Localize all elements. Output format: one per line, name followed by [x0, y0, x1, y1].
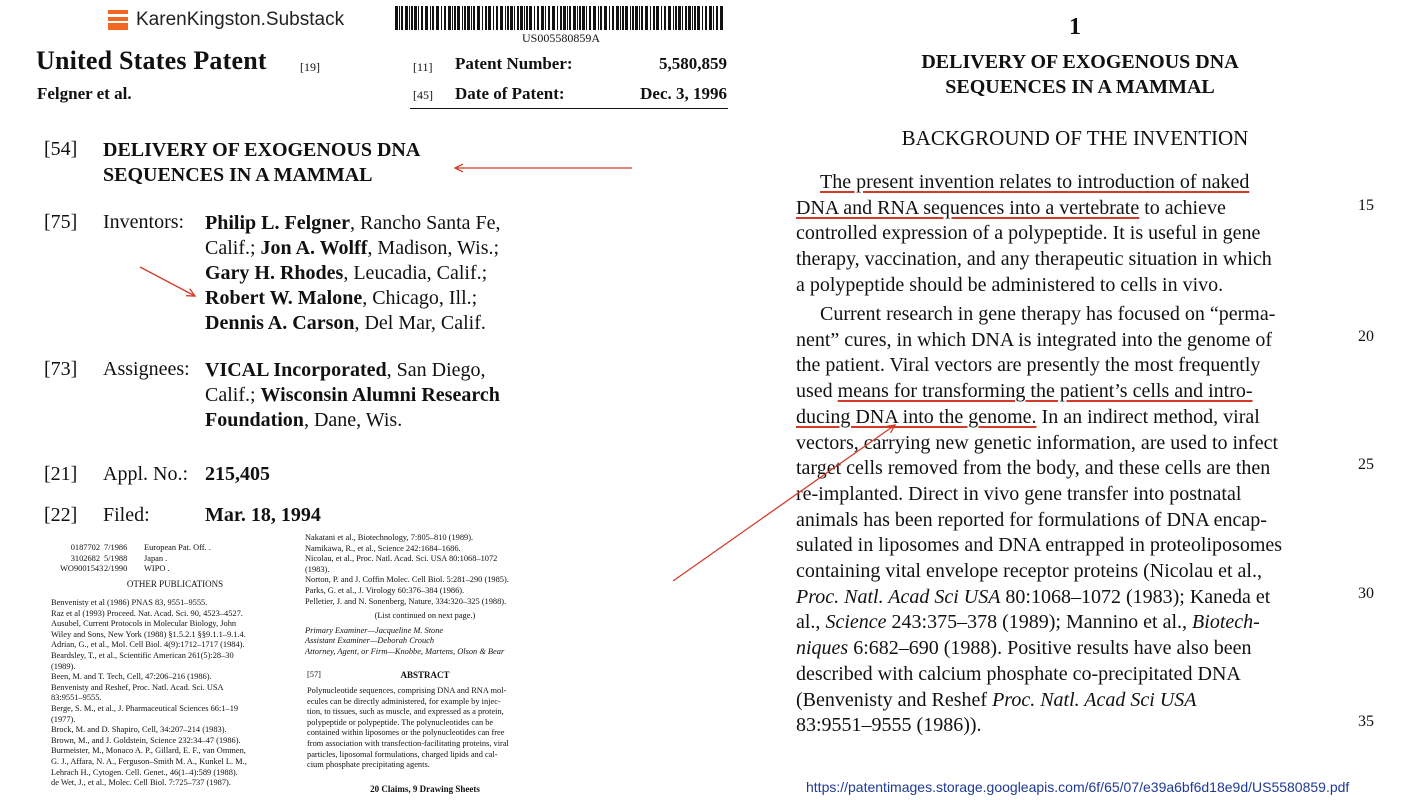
title-line-2: SEQUENCES IN A MAMMAL: [103, 164, 373, 186]
abstract-line: particles, liposomal formulations, charged lipids and cal-: [307, 749, 498, 759]
reference-line: Lehrach H., Cytogen. Cell. Genet., 46(1–4):589 (1988).: [51, 767, 238, 777]
body-text-line: described with calcium phosphate co-precipitated DNA: [796, 662, 1241, 685]
foreign-doc-row: WO9001543 2/1990 WIPO .: [60, 564, 170, 574]
assignees-list: [205, 358, 550, 433]
patent-number: 5,580,859: [659, 54, 727, 73]
line-number: 30: [1358, 585, 1374, 602]
abstract-line: ecules can be directly administered, for example by injec-: [307, 696, 501, 706]
filed-label: Filed:: [103, 504, 150, 526]
background-heading: BACKGROUND OF THE INVENTION: [901, 126, 1249, 150]
reference-line: 83:9551–9555.: [51, 693, 102, 703]
foreign-doc-row: 0187702 7/1986 European Pat. Off. .: [70, 543, 211, 552]
abstract-line: from association with transfection-facilitating proteins, viral: [307, 738, 509, 748]
body-text-line: containing vital envelope receptor proteins (Nicolau et al.,: [796, 560, 1262, 583]
abstract-line: polypeptide or polypeptide. The polynucleotides can be: [307, 717, 494, 727]
abstract-line: Polynucleotide sequences, comprising DNA and RNA mol-: [307, 686, 507, 695]
header-divider: [410, 108, 728, 109]
reference-line: Parks, G. et al., J. Virology 60:376–384 (1986).: [305, 585, 465, 595]
title-line-1: DELIVERY OF EXOGENOUS DNA: [103, 139, 421, 161]
paragraph-1: [796, 170, 1348, 299]
barcode-icon: [395, 6, 727, 30]
field-75: [75]: [44, 211, 78, 233]
brand-name: KarenKingston.Substack: [136, 9, 345, 30]
assignees-label: Assignees:: [103, 358, 190, 380]
patent-heading: United States Patent: [36, 46, 267, 75]
assistant-examiner: Assistant Examiner—Deborah Crouch: [305, 636, 435, 646]
body-text-line: target cells removed from the body, and these cells are then: [796, 457, 1271, 480]
abstract-code: [57]: [307, 670, 321, 679]
body-text-line: the patient. Viral vectors are presently the most frequently: [796, 354, 1261, 377]
body-text-line: re-implanted. Direct in vivo gene transfer into postnatal: [796, 482, 1242, 505]
filed-date: Mar. 18, 1994: [205, 504, 321, 526]
code-45: [45]: [413, 88, 433, 102]
body-text-line: used means for transforming the patient’s cells and intro-: [796, 380, 1253, 403]
abstract-text: [307, 686, 543, 771]
abstract-line: cium phosphate precipitating agents.: [307, 760, 430, 770]
reference-line: Burmeister, M., Monaco A. P., Gillard, E. F., van Ommen,: [51, 746, 246, 756]
reference-line: (1989).: [51, 661, 76, 671]
inventor-line: Dennis A. Carson, Del Mar, Calif.: [205, 312, 486, 334]
field-54: [54]: [44, 138, 78, 160]
body-text-line: nent” cures, in which DNA is integrated into the genome of: [796, 328, 1272, 351]
body-text-line: animals has been reported for formulations of DNA encap-: [796, 508, 1267, 531]
reference-line: Pelletier, J. and N. Sonenberg, Nature, 334:320–325 (1988).: [305, 596, 507, 606]
list-continued: (List continued on next page.): [374, 611, 476, 621]
reference-line: Nicolau, et al., Proc. Natl. Acad. Sci. USA 80:1068–1072: [305, 554, 498, 564]
inventor-line: Calif.; Jon A. Wolff, Madison, Wis.;: [205, 237, 500, 259]
line-number: 25: [1358, 456, 1374, 473]
line-number: 15: [1358, 197, 1374, 214]
code-11: [11]: [413, 60, 433, 74]
abstract-line: tion, to tissues, such as muscle, and expressed as a protein,: [307, 707, 504, 717]
reference-line: Been, M. and T. Tech, Cell, 47:206–216 (1986).: [51, 672, 212, 682]
field-73: [73]: [44, 358, 78, 380]
body-text-line: controlled expression of a polypeptide. It is useful in gene: [796, 222, 1261, 245]
paragraph-2: [796, 302, 1348, 739]
arrow-head: [186, 289, 195, 296]
patent-title: [103, 138, 483, 188]
body-text-line: al., Science 243:375–378 (1989); Mannino et al., Biotech-: [796, 611, 1260, 634]
line-number: 35: [1358, 713, 1374, 730]
body-text-line: vectors, carrying new genetic information, are used to infect: [796, 431, 1279, 454]
field-22: [22]: [44, 504, 78, 526]
inventors-list: [205, 211, 550, 336]
inventor-line: Gary H. Rhodes, Leucadia, Calif.;: [205, 262, 488, 284]
field-21: [21]: [44, 463, 78, 485]
barcode-number: US005580859A: [521, 31, 600, 45]
appl-label: Appl. No.:: [103, 463, 188, 485]
reference-line: Benvenisty et al (1986) PNAS 83, 9551–9555.: [51, 598, 208, 607]
spec-title-line-1: DELIVERY OF EXOGENOUS DNA: [921, 51, 1239, 73]
annotation-arrow: [140, 267, 195, 296]
other-publications-heading: OTHER PUBLICATIONS: [126, 579, 224, 589]
body-text-line: Proc. Natl. Acad Sci USA 80:1068–1072 (1983); Kaneda et: [796, 585, 1271, 608]
appl-number: 215,405: [205, 463, 270, 485]
reference-line: Namikawa, R., et al., Science 242:1684–1686.: [305, 543, 461, 553]
inventor-line: Philip L. Felgner, Rancho Santa Fe,: [205, 212, 501, 234]
reference-line: Ausubel, Current Protocols in Molecular Biology, John: [51, 619, 237, 629]
reference-line: Brown, M., and J. Goldstein, Science 232:34–47 (1986).: [51, 735, 241, 745]
attorney: Attorney, Agent, or Firm—Knobbe, Martens, Olson & Bear: [305, 646, 505, 656]
reference-line: Norton, P. and J. Coffin Molec. Cell Biol. 5:281–290 (1985).: [305, 575, 509, 585]
inventors-label: Inventors:: [103, 211, 185, 233]
code-19: [19]: [300, 60, 320, 74]
source-url-link[interactable]: https://patentimages.storage.googleapis.com/6f/65/07/e39a6bf6d18e9d/US5580859.pdf: [806, 779, 1350, 795]
line-number: 20: [1358, 328, 1374, 345]
references-right: [305, 533, 545, 658]
abstract-heading: ABSTRACT: [400, 670, 450, 680]
reference-line: Wiley and Sons, New York (1988) §1.5.2.1 §§9.1.1–9.1.4.: [51, 629, 246, 639]
foreign-patent-docs: [60, 543, 290, 575]
assignee-line: VICAL Incorporated, San Diego,: [205, 359, 486, 381]
assignee-line: Calif.; Wisconsin Alumni Research: [205, 384, 500, 406]
body-text-line: The present invention relates to introduction of naked: [820, 171, 1250, 193]
substack-brand: [108, 8, 344, 32]
body-text-line: 83:9551–9555 (1986)).: [796, 714, 982, 737]
inventor-line: Robert W. Malone, Chicago, Ill.;: [205, 287, 478, 309]
substack-logo-icon: [108, 10, 128, 30]
reference-line: Brock, M. and D. Shapiro, Cell, 34:207–214 (1983).: [51, 725, 227, 735]
body-text-line: a polypeptide should be administered to cells in vivo.: [796, 273, 1224, 296]
body-text-line: therapy, vaccination, and any therapeutic situation in which: [796, 248, 1272, 271]
patent-number-label: Patent Number:: [455, 54, 573, 73]
body-text-line: ducing DNA into the genome. In an indirect method, viral: [796, 405, 1260, 428]
references-left: [51, 598, 291, 789]
reference-line: Benvenisty and Reshef, Proc. Natl. Acad. Sci. USA: [51, 682, 224, 692]
body-text-line: niques 6:682–690 (1988). Positive results have also been: [796, 637, 1252, 660]
date-label: Date of Patent:: [455, 84, 565, 103]
reference-line: Berge, S. M., et al., J. Pharmaceutical Sciences 66:1–19: [51, 703, 239, 713]
reference-line: (1977).: [51, 714, 76, 724]
body-text-line: DNA and RNA sequences into a vertebrate to achieve: [796, 196, 1226, 219]
body-text-line: Current research in gene therapy has focused on “perma-: [820, 303, 1276, 325]
spec-title: [870, 50, 1290, 100]
inventor-short: Felgner et al.: [37, 84, 132, 103]
body-text-line: (Benvenisty and Reshef Proc. Natl. Acad Sci USA: [796, 688, 1197, 711]
reference-line: (1983).: [305, 564, 330, 574]
claims-count: 20 Claims, 9 Drawing Sheets: [370, 784, 480, 794]
reference-line: Beardsley, T., et al., Scientific American 261(5):28–30: [51, 650, 234, 660]
assignee-line: Foundation, Dane, Wis.: [205, 409, 403, 431]
reference-line: Raz et al (1993) Proceed. Nat. Acad. Sci. 90, 4523–4527.: [51, 608, 243, 618]
primary-examiner: Primary Examiner—Jacqueline M. Stone: [305, 625, 444, 635]
patent-date: Dec. 3, 1996: [640, 84, 727, 103]
page-number: 1: [1069, 14, 1081, 40]
reference-line: G. J., Affara, N. A., Ferguson–Smith M. A., Kunkel L. M.,: [51, 756, 247, 766]
body-text-line: sulated in liposomes and DNA entrapped in proteoliposomes: [796, 534, 1283, 557]
abstract-line: contained within liposomes or the polynucleotides can free: [307, 728, 505, 738]
reference-line: Nakatani et al., Biotechnology, 7:805–810 (1989).: [305, 533, 474, 542]
foreign-doc-row: 3102682 5/1988 Japan .: [70, 553, 168, 563]
reference-line: de Wet, J., et al., Molec. Cell Biol. 7:725–737 (1987).: [51, 778, 231, 788]
reference-line: Adrian, G., et al., Mol. Cell Biol. 4(9):1712–1717 (1984).: [51, 640, 245, 650]
spec-title-line-2: SEQUENCES IN A MAMMAL: [945, 76, 1215, 98]
